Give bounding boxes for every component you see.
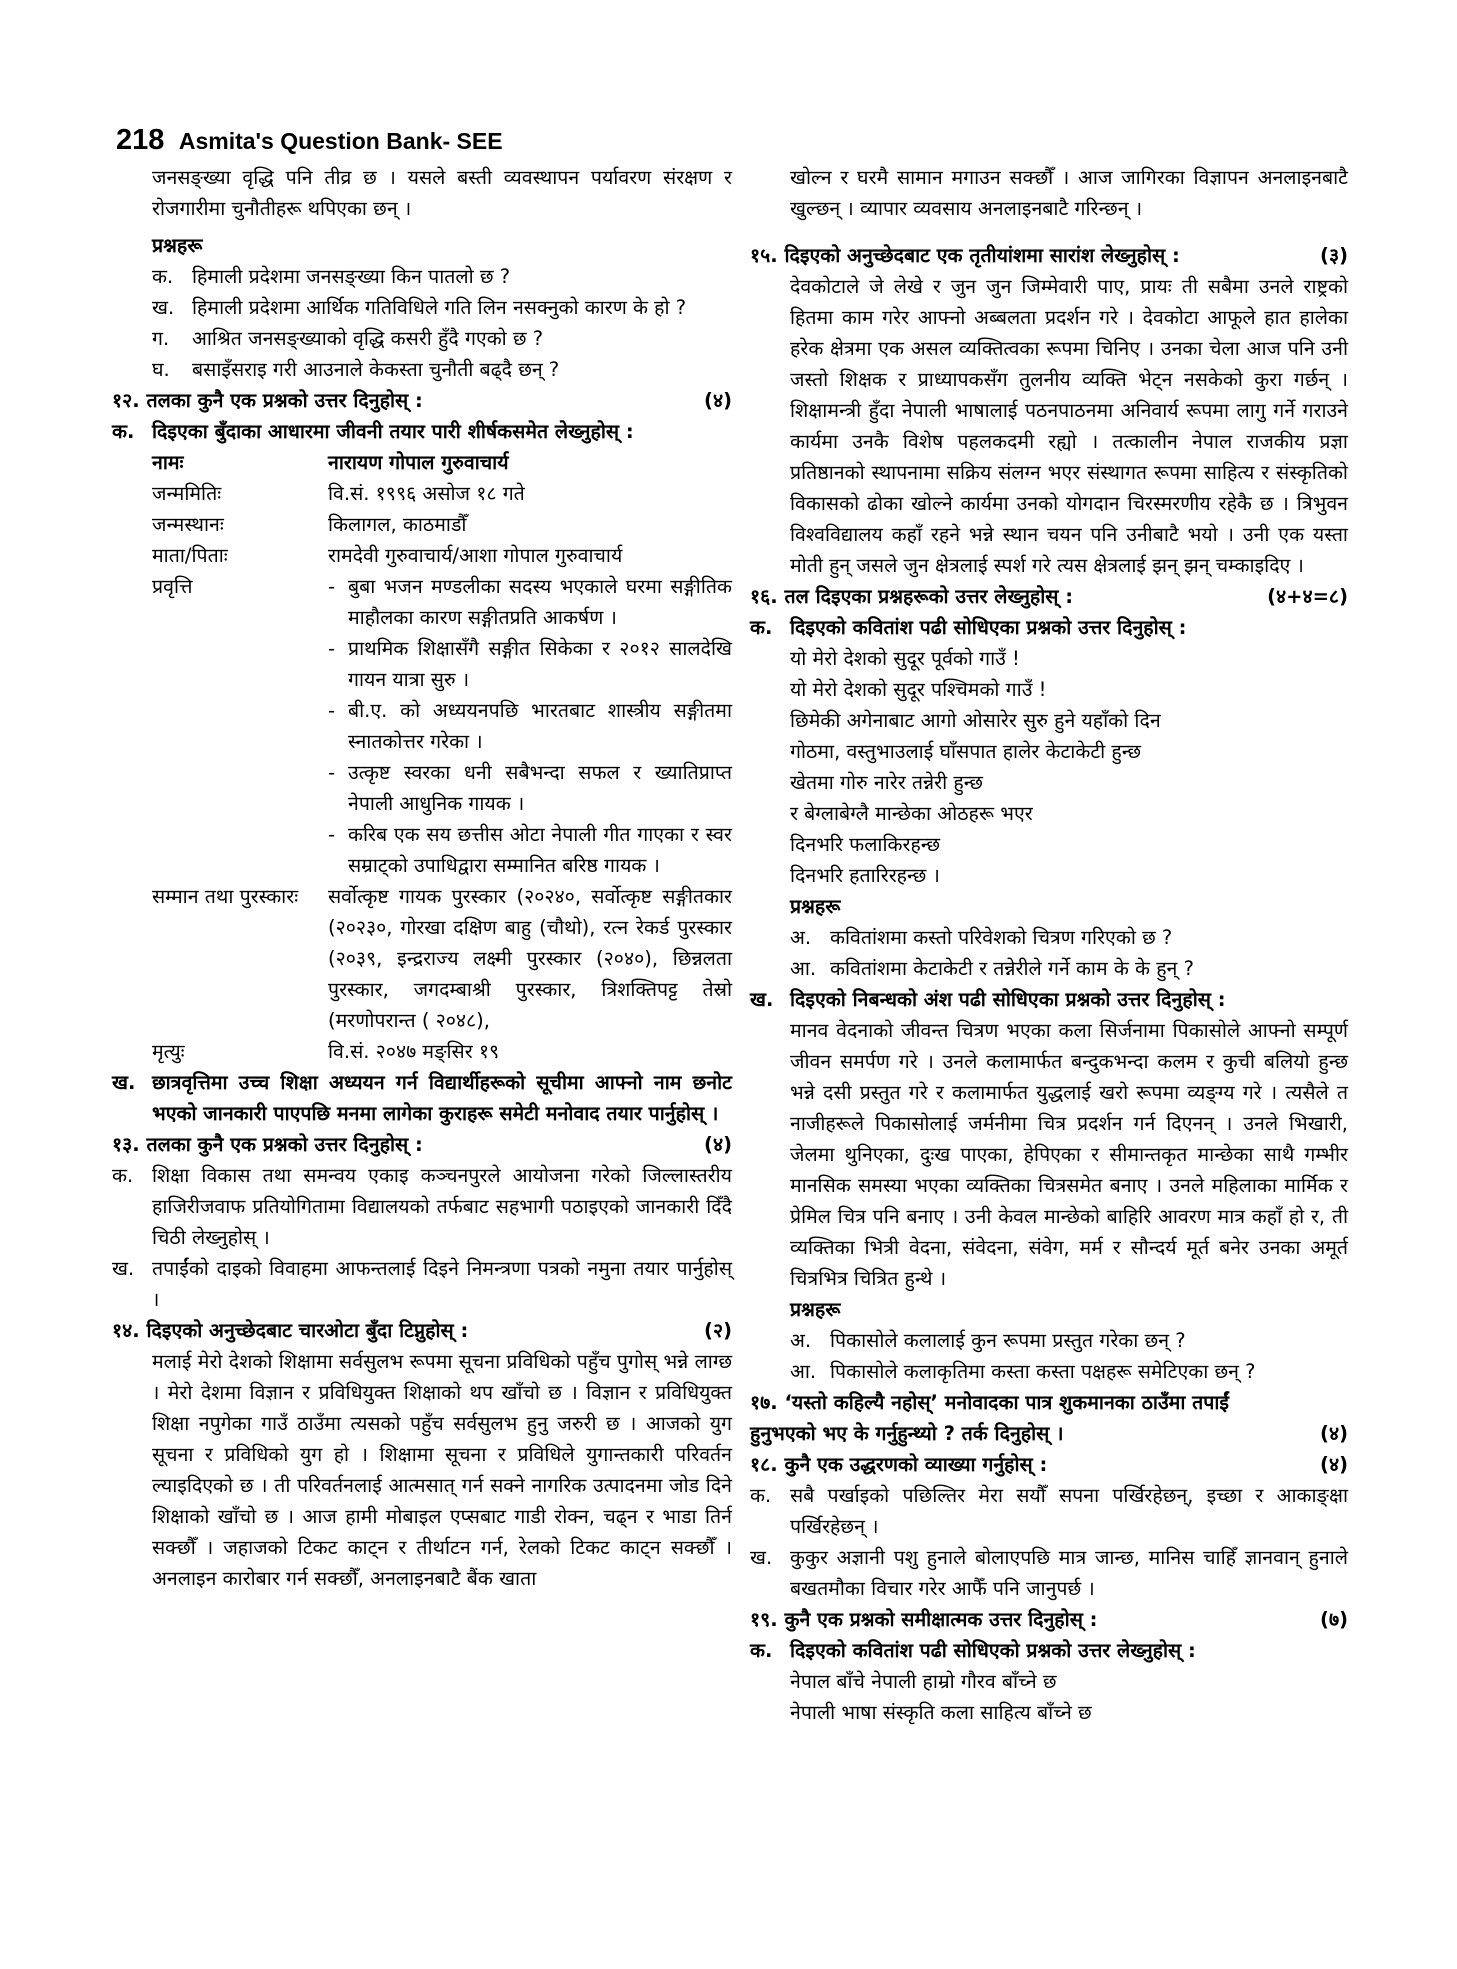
list-item: ख. हिमाली प्रदेशमा आर्थिक गतिविधिले गति लिन नसक्नुको कारण के हो ? xyxy=(152,296,687,319)
bio-row-traits: प्रवृत्ति - बुबा भजन मण्डलीका सदस्य भएकाले घरमा सङ्गीतिक माहौलका कारण सङ्गीतप्रति आकर्षण । - प्राथमिक शिक्षासँगै सङ्गीत सिकेका र २०१२ सालदेखि गायन यात्रा सुरु । - बी.ए. को अध्ययनपछि भारतबाट शास्त्रीय सङ्गीतमा स्नातकोत्तर गरेका । - उत्कृष्ट स्वरका धनी सबैभन्दा सफल र ख्यातिप्राप्त नेपाली आधुनिक गायक । - करिब एक सय छत्तीस ओटा नेपाली गीत गाएका र स्वर सम्राट्को उपाधिद्वारा सम्मानित बरिष्ठ गायक । xyxy=(112,571,732,881)
question-marks: (४) xyxy=(704,1133,732,1156)
poem-excerpt-2 xyxy=(750,1666,1348,1728)
question-marks: (३) xyxy=(1320,244,1348,267)
question-list xyxy=(750,1325,1348,1387)
question-title: १९. कुनै एक प्रश्नको समीक्षात्मक उत्तर दिनुहोस् : xyxy=(750,1608,1098,1631)
question-13-kha: ख. तपाईंको दाइको विवाहमा आफन्तलाई दिइने निमन्त्रणा पत्रको नमुना तयार पार्नुहोस् । xyxy=(112,1257,732,1311)
bio-row-name: नामः नारायण गोपाल गुरुवाचार्य xyxy=(152,451,509,474)
list-item: ग. आश्रित जनसङ्ख्याको वृद्धि कसरी हुँदै गएको छ ? xyxy=(152,327,544,350)
poem-line: छिमेकी अगेनाबाट आगो ओसारेर सुरु हुने यहाँको दिन xyxy=(790,709,1161,732)
question-title: १६. तल दिइएका प्रश्नहरूको उत्तर लेख्नुहोस् : xyxy=(750,585,1074,608)
left-column xyxy=(112,162,732,1594)
question-18-ka: क. सबै पर्खाइको पछिल्तिर मेरा सयौँ सपना पर्खिरहेछन्, इच्छा र आकाङ्क्षा पर्खिरहेछन् । xyxy=(750,1484,1348,1538)
question-marks: (४+४=८) xyxy=(1267,585,1348,608)
continued-paragraph: जनसङ्ख्या वृद्धि पनि तीव्र छ । यसले बस्ती व्यवस्थापन पर्यावरण संरक्षण र रोजगारीमा चुनौतीहरू थपिएका छन् । xyxy=(152,166,732,220)
question-marks: (७) xyxy=(1320,1608,1348,1631)
question-marks: (४) xyxy=(704,389,732,412)
question-16-heading xyxy=(750,581,1348,612)
question-14-heading xyxy=(112,1315,732,1346)
questions-heading: प्रश्नहरू xyxy=(790,1298,841,1321)
poem-line: खेतमा गोरु नारेर तन्नेरी हुन्छ xyxy=(790,771,983,794)
list-item: अ. पिकासोले कलालाई कुन रूपमा प्रस्तुत गरेका छन् ? xyxy=(790,1329,1186,1352)
list-item: आ. कवितांशमा केटाकेटी र तन्नेरीले गर्ने काम के के हुन् ? xyxy=(790,957,1194,980)
continued-paragraph: खोल्न र घरमै सामान मगाउन सक्छौँ । आज जागिरका विज्ञापन अनलाइनबाटै खुल्छन् । व्यापार व्यवसाय अनलाइनबाटै गरिन्छन् । xyxy=(790,166,1348,220)
bio-row-pob: जन्मस्थानः किलागल, काठमाडौँ xyxy=(152,513,467,536)
list-item: - प्राथमिक शिक्षासँगै सङ्गीत सिकेका र २०१२ सालदेखि गायन यात्रा सुरु । xyxy=(328,637,732,691)
question-16-kha: ख. दिइएको निबन्धको अंश पढी सोधिएका प्रश्नको उत्तर दिनुहोस् : xyxy=(750,988,1226,1011)
list-item: आ. पिकासोले कलाकृतिमा कस्ता कस्ता पक्षहरू समेटिएका छन् ? xyxy=(790,1360,1256,1383)
question-marks: (४) xyxy=(1320,1453,1348,1476)
bio-row-awards: सम्मान तथा पुरस्कारः सर्वोत्कृष्ट गायक पुरस्कार (२०२४०, सर्वोत्कृष्ट सङ्गीतकार (२०२३०, गोरखा दक्षिण बाहु (चौथो), रत्न रेकर्ड पुरस्कार (२०३९, इन्द्रराज्य लक्ष्मी पुरस्कार (२०४०), छिन्नलता पुरस्कार, जगदम्बाश्री पुरस्कार, त्रिशक्तिपट्ट तेस्रो (मरणोपरान्त ( २०४८), xyxy=(152,885,732,1032)
question-12-ka: क. दिइएका बुँदाका आधारमा जीवनी तयार पारी शीर्षकसमेत लेख्नुहोस् : xyxy=(112,420,634,443)
list-item: क. हिमाली प्रदेशमा जनसङ्ख्या किन पातलो छ ? xyxy=(152,265,511,288)
question-marks: (२) xyxy=(704,1319,732,1342)
question-list xyxy=(750,922,1348,984)
question-17 xyxy=(750,1387,1348,1449)
essay-passage: मानव वेदनाको जीवन्त चित्रण भएका कला सिर्जनामा पिकासोले आफ्नो सम्पूर्ण जीवन समर्पण गरे । उनले कलामार्फत बन्दुकभन्दा कलम र कुची बलियो हुन्छ भन्ने दसी प्रस्तुत गरे र कलामार्फत युद्धलाई खरो रूपमा व्यङ्ग्य गरे । त्यसैले त नाजीहरूले पिकासोलाई जर्मनीमा चित्र प्रदर्शन गर्न दिएनन् । उनले भिखारी, जेलमा थुनिएका, दुःख पाएका, हेपिएका र सीमान्तकृत मान्छेका साथै गम्भीर मानसिक समस्या भएका व्यक्तिका चित्रसमेत बनाए । उनले महिलाका मार्मिक र प्रेमिल चित्र पनि बनाए । उनी केवल मान्छेको बाहिरि आवरण मात्र कहाँ हो र, ती व्यक्तिका भित्री वेदना, संवेदना, संवेग, मर्म र सौन्दर्य मूर्त बनेर उनका अमूर्त चित्रभित्र चित्रित हुन्थे । xyxy=(790,1019,1348,1290)
bio-row-parents: माता/पिताः रामदेवी गुरुवाचार्य/आशा गोपाल गुरुवाचार्य xyxy=(152,544,623,567)
bio-row-death: मृत्युः वि.सं. २०४७ मङ्सिर १९ xyxy=(152,1040,500,1063)
questions-heading: प्रश्नहरू xyxy=(790,895,841,918)
list-item: - बुबा भजन मण्डलीका सदस्य भएकाले घरमा सङ्गीतिक माहौलका कारण सङ्गीतप्रति आकर्षण । xyxy=(328,575,732,629)
question-19-heading xyxy=(750,1604,1348,1635)
question-title: १७. ‘यस्तो कहिल्यै नहोस्’ मनोवादका पात्र शुकमानका ठाउँमा तपाईं हुनुभएको भए के गर्नुहुन्थ्यो ? तर्क दिनुहोस् । xyxy=(750,1391,1229,1445)
question-12-heading xyxy=(112,385,732,416)
poem-line: यो मेरो देशको सुदूर पश्चिमको गाउँ ! xyxy=(790,678,1047,701)
question-14-passage: मलाई मेरो देशको शिक्षामा सर्वसुलभ रूपमा सूचना प्रविधिको पहुँच पुगोस् भन्ने लाग्छ । मेरो देशमा विज्ञान र प्रविधियुक्त शिक्षाको थप खाँचो छ । विज्ञान र प्रविधियुक्त शिक्षा नपुगेका गाउँ ठाउँमा त्यसको पहुँच सर्वसुलभ हुनु जरुरी छ । आजको युग सूचना र प्रविधिको युग हो । शिक्षामा सूचना र प्रविधिले युगान्तकारी परिवर्तन ल्याइदिएको छ । ती परिवर्तनलाई आत्मसात् गर्न सक्ने नागरिक उत्पादनमा जोड दिने शिक्षाको खाँचो छ । आज हामी मोबाइल एप्सबाट गाडी रोक्न, चढ्न र भाडा तिर्न सक्छौँ । जहाजको टिकट काट्न र तीर्थाटन गर्न, रेलको टिकट काट्न सक्छौँ । अनलाइन कारोबार गर्न सक्छौँ, अनलाइनबाटै बैंक खाता xyxy=(152,1350,732,1590)
question-title: १३. तलका कुनै एक प्रश्नको उत्तर दिनुहोस् : xyxy=(112,1133,423,1156)
question-title: १५. दिइएको अनुच्छेदबाट एक तृतीयांशमा सारांश लेख्नुहोस् : xyxy=(750,244,1180,267)
question-18-heading xyxy=(750,1449,1348,1480)
question-19-ka: क. दिइएको कवितांश पढी सोधिएको प्रश्नको उत्तर लेख्नुहोस् : xyxy=(750,1639,1196,1662)
poem-line: नेपाली भाषा संस्कृति कला साहित्य बाँच्ने छ xyxy=(790,1701,1092,1724)
poem-line: गोठमा, वस्तुभाउलाई घाँसपात हालेर केटाकेटी हुन्छ xyxy=(790,740,1142,763)
list-item: - बी.ए. को अध्ययनपछि भारतबाट शास्त्रीय सङ्गीतमा स्नातकोत्तर गरेका । xyxy=(328,699,732,753)
page-number: 218 xyxy=(116,124,165,156)
list-item: अ. कवितांशमा कस्तो परिवेशको चित्रण गरिएको छ ? xyxy=(790,926,1173,949)
question-15-passage: देवकोटाले जे लेखे र जुन जुन जिम्मेवारी पाए, प्रायः ती सबैमा उनले राष्ट्रको हितमा काम गरेर आफ्नो अब्बलता प्रदर्शन गरे । देवकोटा आफूले हात हालेका हरेक क्षेत्रमा एक असल व्यक्तित्वका रूपमा चिनिए । उनका चेला आज पनि उनी जस्तो शिक्षक र प्राध्यापकसँग तुलनीय व्यक्ति भेट्न नसकेको कुरा गर्छन् । शिक्षामन्त्री हुँदा नेपाली भाषालाई पठनपाठनमा अनिवार्य रूपमा लागु गर्ने गराउने कार्यमा उनकै विशेष पहलकदमी रह्यो । तत्कालीन नेपाल राजकीय प्रज्ञा प्रतिष्ठानको स्थापनामा सक्रिय संलग्न भएर संस्थागत रूपमा साहित्य र संस्कृतिको विकासको ढोका खोल्ने कार्यमा उनको योगदान चिरस्मरणीय रहेकै छ । त्रिभुवन विश्वविद्यालय कहाँ रहने भन्ने स्थान चयन पनि उनीबाटै भयो । उनी एक यस्ता मोती हुन् जसले जुन क्षेत्रलाई स्पर्श गरे त्यस क्षेत्रलाई झन् झन् चम्काइदिए । xyxy=(790,275,1348,577)
question-title: १८. कुनै एक उद्धरणको व्याख्या गर्नुहोस् : xyxy=(750,1453,1048,1476)
question-15-heading xyxy=(750,240,1348,271)
question-12-kha: ख. छात्रवृत्तिमा उच्च शिक्षा अध्ययन गर्न विद्यार्थीहरूको सूचीमा आफ्नो नाम छनोट भएको जानकारी पाएपछि मनमा लागेका कुराहरू समेटी मनोवाद तयार पार्नुहोस् । xyxy=(112,1071,732,1125)
book-title: Asmita's Question Bank- SEE xyxy=(178,128,503,154)
question-marks: (४) xyxy=(1320,1422,1348,1445)
biography-table xyxy=(112,447,732,1067)
list-item: - करिब एक सय छत्तीस ओटा नेपाली गीत गाएका र स्वर सम्राट्को उपाधिद्वारा सम्मानित बरिष्ठ गायक । xyxy=(328,823,732,877)
poem-line: दिनभरि हतारिरहन्छ । xyxy=(790,864,940,887)
poem-line: नेपाल बाँचे नेपाली हाम्रो गौरव बाँच्ने छ xyxy=(790,1670,1057,1693)
question-title: १२. तलका कुनै एक प्रश्नको उत्तर दिनुहोस् : xyxy=(112,389,423,412)
poem-line: यो मेरो देशको सुदूर पूर्वको गाउँ ! xyxy=(790,647,1020,670)
question-list xyxy=(112,261,732,385)
page-header xyxy=(116,124,503,157)
question-18-kha: ख. कुकुर अज्ञानी पशु हुनाले बोलाएपछि मात्र जान्छ, मानिस चाहिँ ज्ञानवान् हुनाले बखतमौका विचार गरेर आफैँ पनि जानुपर्छ । xyxy=(750,1546,1348,1600)
poem-line: दिनभरि फलाकिरहन्छ xyxy=(790,833,941,856)
question-16-ka: क. दिइएको कवितांश पढी सोधिएका प्रश्नको उत्तर दिनुहोस् : xyxy=(750,616,1187,639)
question-13-heading xyxy=(112,1129,732,1160)
bio-row-dob: जन्ममितिः वि.सं. १९९६ असोज १८ गते xyxy=(152,482,525,505)
poem-line: र बेग्लाबेग्लै मान्छेका ओठहरू भएर xyxy=(790,802,1033,825)
poem-excerpt-1 xyxy=(750,643,1348,891)
list-item: घ. बसाइँसराइ गरी आउनाले केकस्ता चुनौती बढ्दै छन् ? xyxy=(152,358,560,381)
list-item: - उत्कृष्ट स्वरका धनी सबैभन्दा सफल र ख्यातिप्राप्त नेपाली आधुनिक गायक । xyxy=(328,761,732,815)
questions-heading: प्रश्नहरू xyxy=(152,234,203,257)
right-column xyxy=(750,162,1348,1728)
question-13-ka: क. शिक्षा विकास तथा समन्वय एकाइ कञ्चनपुरले आयोजना गरेको जिल्लास्तरीय हाजिरीजवाफ प्रतियोगितामा विद्यालयको तर्फबाट सहभागी पठाइएको जानकारी दिँदै चिठी लेख्नुहोस् । xyxy=(112,1164,732,1249)
question-title: १४. दिइएको अनुच्छेदबाट चारओटा बुँदा टिप्नुहोस् : xyxy=(112,1319,469,1342)
